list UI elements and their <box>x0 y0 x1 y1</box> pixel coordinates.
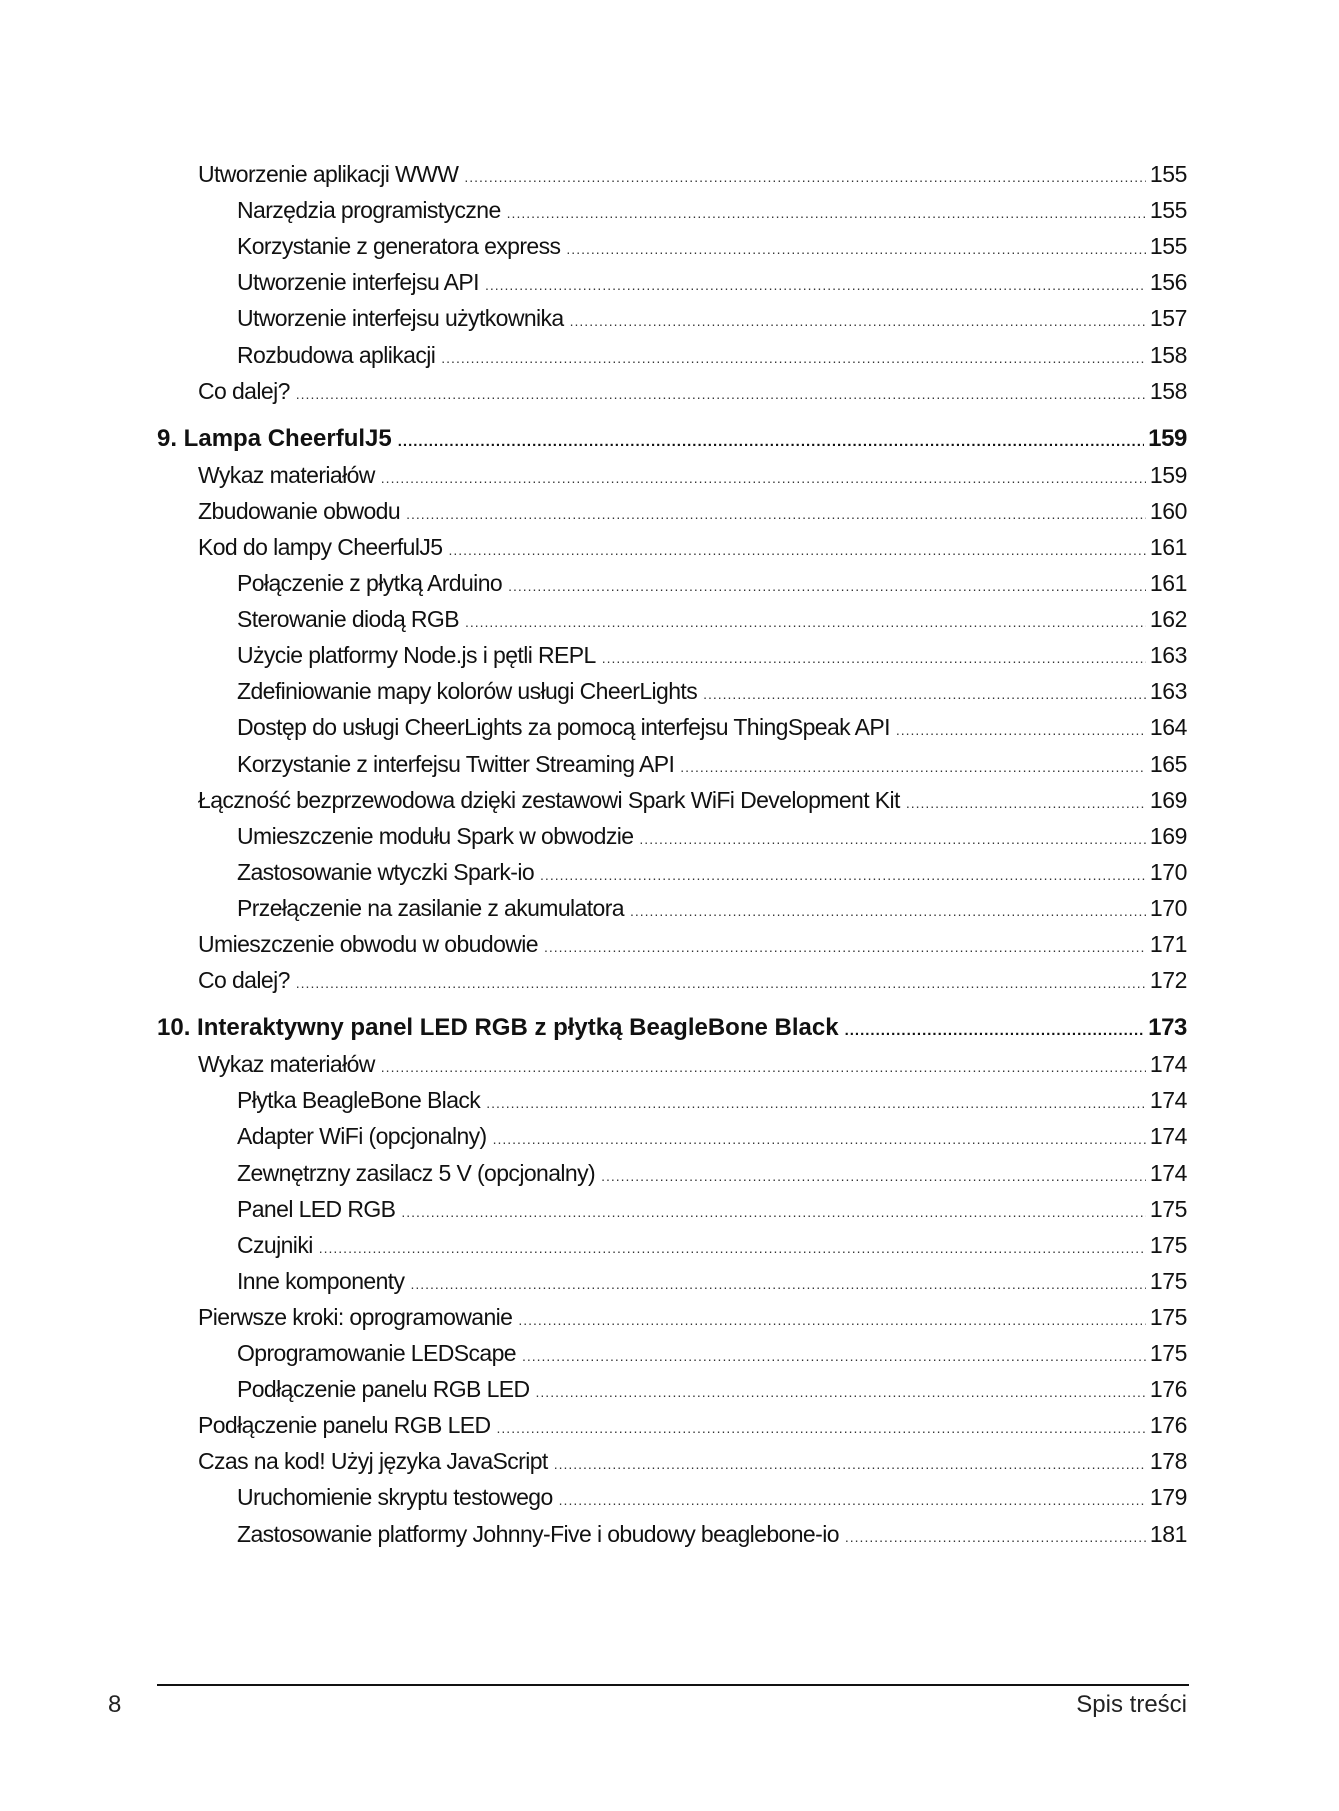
toc-leader-dots <box>441 343 1146 373</box>
toc-entry <box>237 1158 1187 1191</box>
toc-entry-page: 169 <box>1149 786 1187 813</box>
toc-entry <box>198 785 1187 818</box>
toc-entry-title: Wykaz materiałów <box>198 461 375 488</box>
toc-entry <box>237 857 1187 890</box>
toc-leader-dots <box>630 896 1146 926</box>
toc-entry-title: Oprogramowanie LEDScape <box>237 1340 516 1366</box>
toc-leader-dots <box>410 1269 1145 1299</box>
toc-entry-page: 159 <box>1148 424 1187 452</box>
toc-entry <box>198 532 1187 565</box>
toc-entry-title: Rozbudowa aplikacji <box>237 341 436 368</box>
toc-leader-dots <box>680 752 1146 782</box>
toc-entry-page: 163 <box>1149 678 1187 705</box>
toc-entry-page: 158 <box>1149 377 1187 404</box>
toc-entry <box>198 1049 1187 1082</box>
toc-entry <box>198 496 1187 529</box>
toc-entry-page: 176 <box>1149 1376 1187 1403</box>
footer-rule <box>157 1684 1189 1686</box>
toc-entry <box>237 821 1187 854</box>
footer-section-title: Spis treści <box>1076 1691 1187 1718</box>
toc-entry <box>237 303 1187 336</box>
toc-leader-dots <box>559 1485 1146 1515</box>
toc-entry-page: 169 <box>1149 822 1187 849</box>
toc-leader-dots <box>401 1197 1145 1227</box>
toc-entry <box>237 340 1187 373</box>
toc-entry-page: 170 <box>1149 894 1187 921</box>
toc-entry-title: Łączność bezprzewodowa dzięki zestawowi Spark WiFi Development Kit <box>198 786 900 813</box>
toc-entry-title: Co dalej? <box>198 377 290 404</box>
toc-entry-page: 174 <box>1149 1123 1187 1150</box>
toc-entry-title: Dostęp do usługi CheerLights za pomocą interfejsu ThingSpeak API <box>237 714 890 741</box>
toc-entry-title: Sterowanie diodą RGB <box>237 606 459 633</box>
toc-entry-page: 178 <box>1149 1448 1187 1475</box>
toc-entry-title: Połączenie z płytką Arduino <box>237 570 503 596</box>
toc-leader-dots <box>296 968 1146 998</box>
toc-entry-title: Utworzenie interfejsu API <box>237 269 479 296</box>
toc-leader-dots <box>536 1377 1146 1407</box>
toc-entry-title: Użycie platformy Node.js i pętli REPL <box>237 642 596 669</box>
toc-entry-page: 161 <box>1149 570 1187 596</box>
toc-entry-title: Przełączenie na zasilanie z akumulatora <box>237 894 624 921</box>
toc-leader-dots <box>845 1016 1145 1046</box>
toc-leader-dots <box>296 379 1146 409</box>
toc-leader-dots <box>554 1449 1146 1479</box>
toc-entry-page: 174 <box>1149 1159 1187 1186</box>
toc-entry-title: Umieszczenie obwodu w obudowie <box>198 931 538 957</box>
toc-entry <box>237 1194 1187 1227</box>
toc-leader-dots <box>639 824 1145 854</box>
toc-leader-dots <box>448 535 1145 565</box>
toc-entry <box>237 1374 1187 1407</box>
toc-entry-title: Utworzenie interfejsu użytkownika <box>237 305 564 332</box>
toc-entry-page: 156 <box>1149 269 1187 296</box>
toc-leader-dots <box>570 306 1146 336</box>
toc-entry-title: Zewnętrzny zasilacz 5 V (opcjonalny) <box>237 1159 596 1186</box>
toc-leader-dots <box>507 198 1146 228</box>
toc-entry <box>237 568 1187 601</box>
toc-entry-page: 174 <box>1149 1051 1187 1078</box>
toc-entry-page: 175 <box>1149 1231 1187 1258</box>
toc-leader-dots <box>703 679 1146 709</box>
toc-entry-title: Czas na kod! Użyj języka JavaScript <box>198 1448 548 1475</box>
toc-entry-title: Korzystanie z generatora express <box>237 233 561 260</box>
toc-leader-dots <box>464 162 1145 192</box>
toc-entry <box>237 712 1187 745</box>
toc-entry-title: Wykaz materiałów <box>198 1051 375 1078</box>
toc-entry <box>237 749 1187 782</box>
toc-entry-title: Zdefiniowanie mapy kolorów usługi CheerLights <box>237 678 698 705</box>
toc-entry-page: 175 <box>1149 1195 1187 1222</box>
toc-entry-page: 175 <box>1149 1267 1187 1294</box>
toc-leader-dots <box>508 571 1146 601</box>
toc-entry <box>237 893 1187 926</box>
toc-entry <box>237 1482 1187 1515</box>
toc-entry <box>198 965 1187 998</box>
toc-leader-dots <box>486 1088 1146 1118</box>
toc-entry-title: Narzędzia programistyczne <box>237 197 501 224</box>
toc-leader-dots <box>485 270 1146 300</box>
toc-entry-page: 155 <box>1149 161 1187 187</box>
toc-entry <box>237 1121 1187 1154</box>
toc-entry-page: 157 <box>1149 305 1187 332</box>
toc-entry-title: Inne komponenty <box>237 1267 405 1294</box>
toc-leader-dots <box>398 427 1144 457</box>
toc-entry <box>237 1519 1187 1552</box>
toc-leader-dots <box>540 860 1146 890</box>
toc-leader-dots <box>319 1233 1146 1263</box>
toc-entry <box>237 1338 1187 1371</box>
toc-entry-page: 158 <box>1149 341 1187 368</box>
toc-entry <box>198 376 1187 409</box>
footer-page-number: 8 <box>108 1691 122 1718</box>
toc-entry-page: 163 <box>1149 642 1187 669</box>
toc-leader-dots <box>544 932 1146 962</box>
toc-entry-page: 173 <box>1148 1014 1187 1042</box>
toc-entry-title: Panel LED RGB <box>237 1195 396 1222</box>
toc-chapter <box>157 1013 1187 1046</box>
toc-entry-page: 170 <box>1149 858 1187 885</box>
toc-entry-title: 9. Lampa CheerfulJ5 <box>157 424 392 452</box>
toc-leader-dots <box>497 1413 1146 1443</box>
toc-entry-page: 164 <box>1149 714 1187 741</box>
toc-entry <box>237 1085 1187 1118</box>
toc-chapter <box>157 424 1187 457</box>
toc-entry-title: Umieszczenie modułu Spark w obwodzie <box>237 822 634 849</box>
toc-leader-dots <box>381 1052 1146 1082</box>
toc-entry-title: Zastosowanie platformy Johnny-Five i obudowy beaglebone-io <box>237 1520 839 1547</box>
toc-entry <box>198 159 1187 192</box>
toc-leader-dots <box>845 1522 1146 1552</box>
toc-entry-title: Adapter WiFi (opcjonalny) <box>237 1123 487 1150</box>
toc-entry-page: 155 <box>1149 233 1187 260</box>
toc-entry-title: Utworzenie aplikacji WWW <box>198 161 459 187</box>
toc-entry <box>237 1266 1187 1299</box>
toc-entry <box>237 604 1187 637</box>
toc-entry-title: Czujniki <box>237 1231 313 1258</box>
toc-entry-page: 175 <box>1149 1340 1187 1366</box>
toc-leader-dots <box>465 607 1146 637</box>
toc-leader-dots <box>602 643 1146 673</box>
toc-leader-dots <box>601 1161 1146 1191</box>
toc-entry-title: 10. Interaktywny panel LED RGB z płytką BeagleBone Black <box>157 1014 839 1042</box>
toc-leader-dots <box>406 499 1146 529</box>
toc-entry <box>237 640 1187 673</box>
toc-entry <box>198 929 1187 962</box>
toc-entry-title: Zastosowanie wtyczki Spark-io <box>237 858 535 885</box>
toc-entry-page: 174 <box>1149 1087 1187 1114</box>
toc-entry-page: 161 <box>1149 533 1187 560</box>
toc-entry-page: 175 <box>1149 1303 1187 1330</box>
toc-entry-title: Pierwsze kroki: oprogramowanie <box>198 1303 513 1330</box>
toc-entry-page: 176 <box>1149 1412 1187 1439</box>
toc-leader-dots <box>566 234 1145 264</box>
toc-leader-dots <box>896 715 1146 745</box>
toc-entry-page: 162 <box>1149 606 1187 633</box>
toc-entry-title: Co dalej? <box>198 967 290 994</box>
toc-entry <box>237 676 1187 709</box>
toc-entry <box>237 231 1187 264</box>
toc-leader-dots <box>518 1305 1145 1335</box>
toc-entry-page: 155 <box>1149 197 1187 224</box>
toc-entry-page: 171 <box>1149 931 1187 957</box>
toc-entry-page: 165 <box>1149 750 1187 777</box>
toc-entry <box>198 1446 1187 1479</box>
toc-entry-page: 179 <box>1149 1484 1187 1511</box>
toc-entry-page: 181 <box>1149 1520 1187 1547</box>
toc-entry <box>237 267 1187 300</box>
toc-entry <box>198 1410 1187 1443</box>
toc-entry <box>237 1230 1187 1263</box>
toc-entry-title: Zbudowanie obwodu <box>198 497 401 524</box>
toc-entry-title: Płytka BeagleBone Black <box>237 1087 481 1114</box>
toc-entry-page: 172 <box>1149 967 1187 994</box>
toc-entry <box>198 1302 1187 1335</box>
toc-entry <box>198 460 1187 493</box>
toc-entry-page: 160 <box>1149 497 1187 524</box>
toc-entry-page: 159 <box>1149 461 1187 488</box>
toc-leader-dots <box>522 1341 1146 1371</box>
toc-entry-title: Uruchomienie skryptu testowego <box>237 1484 553 1511</box>
toc-entry-title: Podłączenie panelu RGB LED <box>237 1376 530 1403</box>
toc-entry-title: Korzystanie z interfejsu Twitter Streaming API <box>237 750 675 777</box>
toc-leader-dots <box>906 788 1146 818</box>
toc-leader-dots <box>381 463 1146 493</box>
toc-entry-title: Podłączenie panelu RGB LED <box>198 1412 491 1439</box>
toc-entry-title: Kod do lampy CheerfulJ5 <box>198 533 443 560</box>
toc-entry <box>237 195 1187 228</box>
toc-leader-dots <box>493 1124 1146 1154</box>
